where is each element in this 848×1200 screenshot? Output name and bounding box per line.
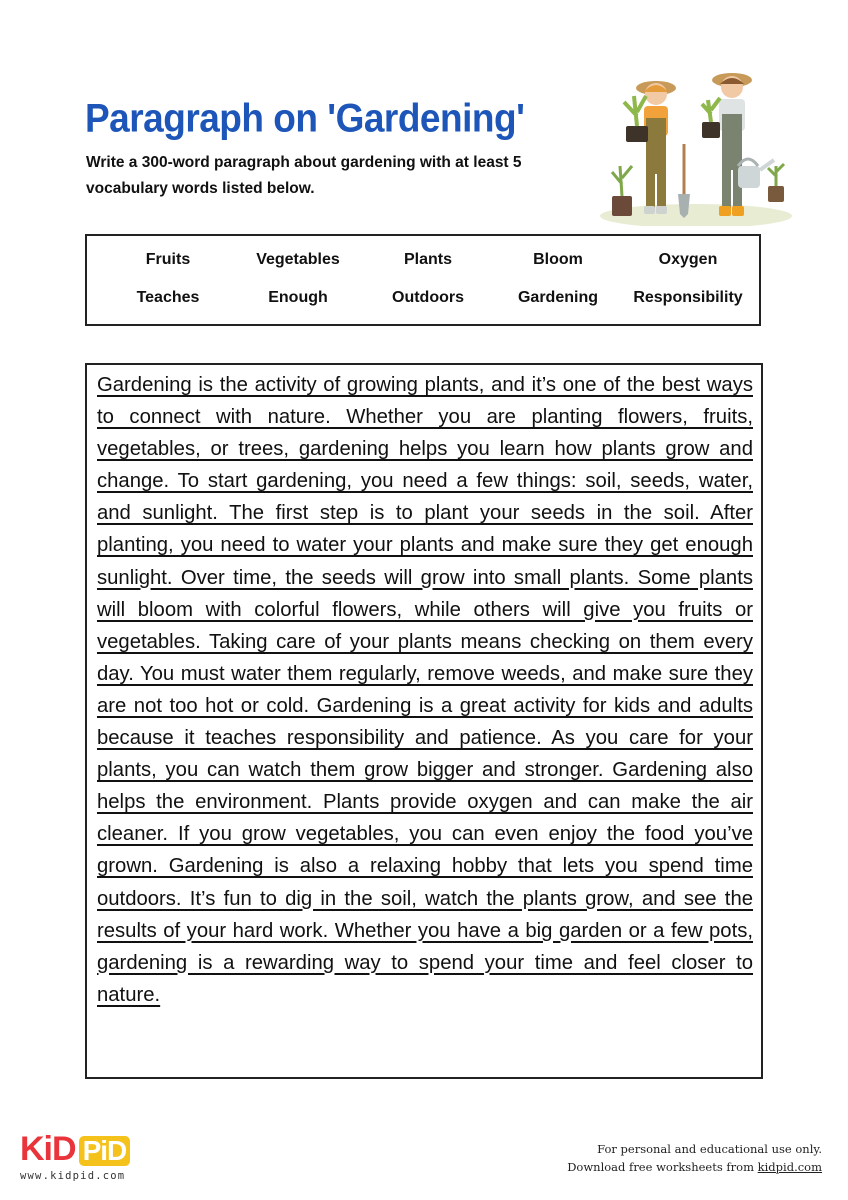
vocab-word: Fruits [145,251,191,268]
vocab-word: Outdoors [392,289,464,306]
footer-usage-text: For personal and educational use only. [597,1142,822,1156]
vocab-word: Vegetables [256,251,340,268]
gardeners-illustration [598,66,794,226]
vocabulary-grid [103,248,753,310]
vocabulary-box [85,234,761,326]
logo-wordmark [20,1132,130,1166]
footer-download-line [567,1158,822,1176]
logo-url: www.kidpid.com [20,1170,126,1182]
vocab-word: Enough [268,289,328,306]
vocab-word: Gardening [517,289,598,306]
logo-pid: PiD [79,1136,131,1166]
vocab-word: Teaches [136,289,200,306]
vocab-word: Oxygen [658,251,718,268]
instruction-text: Write a 300-word paragraph about gardening with at least 5 vocabulary words listed below. [86,154,522,197]
logo-kid: KiD [20,1130,76,1168]
footer-download-text: Download free worksheets from [567,1160,758,1174]
vocab-word: Responsibility [633,289,743,306]
page-title: Paragraph on 'Gardening' [85,96,525,141]
kidpid-logo [20,1132,130,1182]
paragraph-box [85,363,763,1079]
paragraph-text: Gardening is the activity of growing plants, and it’s one of the best ways to connect with nature. Whether you are planting flowers, fruits, vegetables, or trees, gardening helps you learn how plants grow and change. To start gardening, you need a few things: soil, seeds, water, and sunlight. The first step is to plant your seeds in the soil. After planting, you need to water your plants and make sure they get enough sunlight. Over time, the seeds will grow into small plants. Some plants will bloom with colorful flowers, while others will give you fruits or vegetables. Taking care of your plants means checking on them every day. You must water them regularly, remove weeds, and make sure they are not too hot or cold. Gardening is a great activity for kids and adults because it teaches responsibility and patience. As you care for your plants, you can watch them grow bigger and stronger. Gardening also helps the environment. Plants provide oxygen and can make the air cleaner. If you grow vegetables, you can even enjoy the food you’ve grown. Gardening is also a relaxing hobby that lets you spend time outdoors. It’s fun to dig in the soil, watch the plants grow, and see the results of your hard work. Whether you have a big garden or a few pots, gardening is a rewarding way to spend your time and feel closer to nature. [97,374,753,1006]
vocab-word: Plants [403,251,452,268]
footer-notice [567,1140,822,1176]
vocab-word: Bloom [533,251,583,268]
footer-link[interactable]: kidpid.com [757,1160,822,1174]
